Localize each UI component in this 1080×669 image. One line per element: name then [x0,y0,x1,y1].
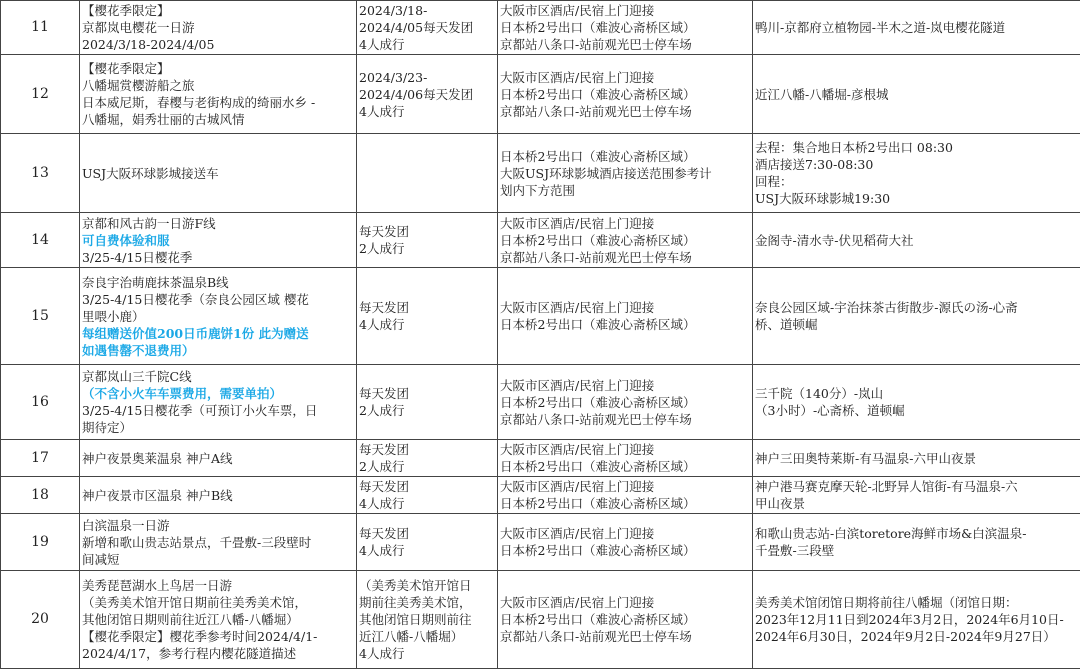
tour-name-line: 【樱花季限定】樱花季参考时间2024/4/1- [82,629,318,644]
table-row [1,440,1080,477]
route-line: USJ大阪环球影城19:30 [755,191,891,206]
tour-name-cell [80,514,357,571]
schedule-line: 每天发团 [359,300,410,315]
route-cell [753,440,1080,477]
pickup-line: 日本桥2号出口（难波心斋桥区域） [500,459,696,474]
tour-name-line: 其他闭馆日期则前往近江八幡-八幡堀） [82,612,299,627]
schedule-cell [357,365,498,440]
pickup-cell [498,571,753,669]
schedule-line: 2人成行 [359,403,405,418]
row-number: 16 [1,365,80,440]
schedule-line: 期前往美秀美术馆， [359,595,472,610]
route-line: 三千院（140分）-岚山 [755,386,884,401]
schedule-cell [357,514,498,571]
pickup-line: 划内下方范围 [500,182,576,198]
pickup-line: 日本桥2号出口（难波心斋桥区域） [500,496,696,511]
row-number: 14 [1,213,80,268]
tour-name-line: 里喂小鹿） [82,308,145,324]
schedule-line: （美秀美术馆开馆日 [359,578,472,593]
route-line: 去程：集合地日本桥2号出口 08:30 [755,140,953,155]
tour-name-line: 日本威尼斯，春樱与老街构成的绮丽水乡 - [82,95,316,110]
schedule-line: 每天发团 [359,479,410,494]
tour-name-cell [80,440,357,477]
row-number: 18 [1,477,80,514]
tour-name-line: 2024/3/18-2024/4/05 [82,37,215,52]
tour-name-line: 京都和风古韵一日游F线 [82,215,216,231]
tour-name-cell [80,55,357,134]
route-line: 2023年12月11日到2024年3月2日，2024年6月10日- [755,612,1064,627]
pickup-cell [498,440,753,477]
route-line: 神户港马赛克摩天轮-北野异人馆街-有马温泉-六 [755,479,1018,494]
pickup-line: 大阪市区酒店/民宿上门迎接 [500,595,655,610]
pickup-cell [498,213,753,268]
pickup-line: 大阪市区酒店/民宿上门迎接 [500,377,655,393]
pickup-line: 大阪市区酒店/民宿上门迎接 [500,69,655,85]
route-cell [753,55,1080,134]
pickup-cell [498,514,753,571]
table-row [1,55,1080,134]
tour-name-line: 3/25-4/15日樱花季 [82,249,193,265]
route-line: 和歌山贵志站-白滨toretore海鲜市场&白滨温泉- [755,526,1027,541]
highlight-note: 每组赠送价值200日币鹿饼1份 此为赠送 [82,325,309,341]
route-line: 鸭川-京都府立植物园-半木之道-岚电樱花隧道 [755,20,1006,35]
tour-name-line: 京都岚电樱花一日游 [82,20,195,35]
pickup-line: 京都站八条口-站前观光巴士停车场 [500,411,692,427]
table-row [1,514,1080,571]
pickup-line: 日本桥2号出口（难波心斋桥区域） [500,148,696,164]
pickup-line: 大阪市区酒店/民宿上门迎接 [500,215,655,231]
route-line: 桥、道顿崛 [755,317,818,332]
pickup-line: 大阪市区酒店/民宿上门迎接 [500,479,655,494]
tour-name-line: 美秀琵琶湖水上鸟居一日游 [82,578,233,593]
schedule-line: 4人成行 [359,496,405,511]
highlight-note: （不含小火车车票费用，需要单拍） [82,386,283,401]
row-number: 17 [1,440,80,477]
tour-name-line: 期待定） [82,420,133,435]
schedule-cell [357,268,498,365]
route-line: 酒店接送7:30-08:30 [755,157,874,172]
route-line: 近江八幡-八幡堀-彦根城 [755,86,889,102]
schedule-line: 每天发团 [359,224,410,239]
table-row [1,477,1080,514]
route-line: 金阁寺-清水寺-伏见稻荷大社 [755,232,914,248]
schedule-cell [357,55,498,134]
route-line: 奈良公园区域-宇治抹茶古街散步-源氏の汤-心斋 [755,300,1018,315]
pickup-line: 日本桥2号出口（难波心斋桥区域） [500,86,696,102]
route-cell [753,268,1080,365]
schedule-line: 4人成行 [359,103,405,119]
pickup-line: 日本桥2号出口（难波心斋桥区域） [500,20,696,35]
pickup-line: 京都站八条口-站前观光巴士停车场 [500,249,692,265]
tour-name-line: 八幡堀赏樱游船之旅 [82,78,195,93]
tour-name-cell [80,571,357,669]
schedule-line: 4人成行 [359,646,405,661]
tour-name-line: （美秀美术馆开馆日期前往美秀美术馆， [82,595,308,610]
route-cell [753,477,1080,514]
schedule-cell [357,1,498,55]
route-cell [753,134,1080,213]
tour-name-line: 2024/4/17，参考行程内樱花隧道描述 [82,646,297,661]
schedule-line: 其他闭馆日期则前往 [359,612,472,627]
schedule-line: 2024/4/06每天发团 [359,86,474,102]
schedule-line: 2024/3/23- [359,69,428,85]
route-line: 回程： [755,174,793,189]
table-row [1,268,1080,365]
pickup-line: 京都站八条口-站前观光巴士停车场 [500,629,692,644]
table-row [1,134,1080,213]
tour-name-line: 间减短 [82,551,120,567]
table-row [1,213,1080,268]
route-line: 千畳敷-三段壁 [755,543,835,558]
pickup-line: 京都站八条口-站前观光巴士停车场 [500,103,692,119]
schedule-line: 每天发团 [359,526,410,541]
route-cell [753,571,1080,669]
pickup-line: 日本桥2号出口（难波心斋桥区域） [500,543,696,558]
tour-name-line: 【樱花季限定】 [82,3,170,18]
tour-name-line: 3/25-4/15日樱花季（可预订小火车票，日 [82,403,318,418]
row-number: 12 [1,55,80,134]
tour-name-line: 神户夜景奥莱温泉 神户A线 [82,450,233,466]
table-row [1,571,1080,669]
schedule-cell [357,440,498,477]
pickup-line: 大阪市区酒店/民宿上门迎接 [500,442,655,457]
schedule-line: 2人成行 [359,459,405,474]
route-cell [753,1,1080,55]
route-line: 甲山夜景 [755,496,806,511]
pickup-line: 日本桥2号出口（难波心斋桥区域） [500,317,696,332]
schedule-line: 每天发团 [359,442,410,457]
pickup-cell [498,365,753,440]
tour-name-cell [80,134,357,213]
row-number: 19 [1,514,80,571]
schedule-cell [357,213,498,268]
pickup-line: 日本桥2号出口（难波心斋桥区域） [500,394,696,410]
pickup-line: 大阪市区酒店/民宿上门迎接 [500,300,655,315]
schedule-cell [357,477,498,514]
schedule-line: 4人成行 [359,317,405,332]
pickup-cell [498,134,753,213]
row-number: 13 [1,134,80,213]
tour-name-line: 神户夜景市区温泉 神户B线 [82,487,233,503]
tour-name-cell [80,365,357,440]
tour-name-line: 3/25-4/15日樱花季（奈良公园区域 樱花 [82,291,309,307]
schedule-cell [357,571,498,669]
pickup-cell [498,477,753,514]
schedule-line: 近江八幡-八幡堀） [359,629,464,644]
tour-name-line: 新增和歌山贵志站景点，千畳敷-三段壁时 [82,534,312,550]
pickup-line: 大阪市区酒店/民宿上门迎接 [500,3,655,18]
tour-name-cell [80,1,357,55]
route-line: 神户三田奥特莱斯-有马温泉-六甲山夜景 [755,450,976,466]
route-line: 美秀美术馆闭馆日期将前往八幡堀（闭馆日期： [755,595,1018,610]
pickup-line: 大阪市区酒店/民宿上门迎接 [500,526,655,541]
row-number: 20 [1,571,80,669]
pickup-line: 大阪USJ环球影城酒店接送范围参考计 [500,165,712,181]
pickup-cell [498,268,753,365]
route-line: （3小时）-心斋桥、道顿崛 [755,403,905,418]
tour-name-cell [80,213,357,268]
pickup-cell [498,1,753,55]
pickup-line: 京都站八条口-站前观光巴士停车场 [500,37,692,52]
tour-name-cell [80,477,357,514]
tour-name-line: 奈良宇治萌鹿抹茶温泉B线 [82,274,229,290]
row-number: 11 [1,1,80,55]
schedule-line: 4人成行 [359,543,405,558]
schedule-line: 2024/4/05每天发团 [359,20,474,35]
schedule-line: 2024/3/18- [359,3,428,18]
tour-name-line: 白滨温泉一日游 [82,517,170,533]
schedule-cell [357,134,498,213]
table-row [1,1,1080,55]
highlight-note: 可自费体验和服 [82,232,170,248]
tour-name-line: 京都岚山三千院C线 [82,369,192,384]
tour-name-line: USJ大阪环球影城接送车 [82,165,219,181]
tour-name-line: 【樱花季限定】 [82,61,170,76]
schedule-line: 每天发团 [359,386,410,401]
highlight-note: 如遇售罄不退费用） [82,342,195,358]
schedule-line: 4人成行 [359,37,405,52]
pickup-line: 日本桥2号出口（难波心斋桥区域） [500,612,696,627]
table-row [1,365,1080,440]
route-cell [753,514,1080,571]
row-number: 15 [1,268,80,365]
pickup-cell [498,55,753,134]
tour-name-line: 八幡堀，娟秀壮丽的古城风情 [82,112,245,127]
route-cell [753,213,1080,268]
tour-name-cell [80,268,357,365]
schedule-line: 2人成行 [359,241,405,256]
route-cell [753,365,1080,440]
route-line: 2024年6月30日，2024年9月2日-2024年9月27日） [755,629,1056,644]
pickup-line: 日本桥2号出口（难波心斋桥区域） [500,232,696,248]
